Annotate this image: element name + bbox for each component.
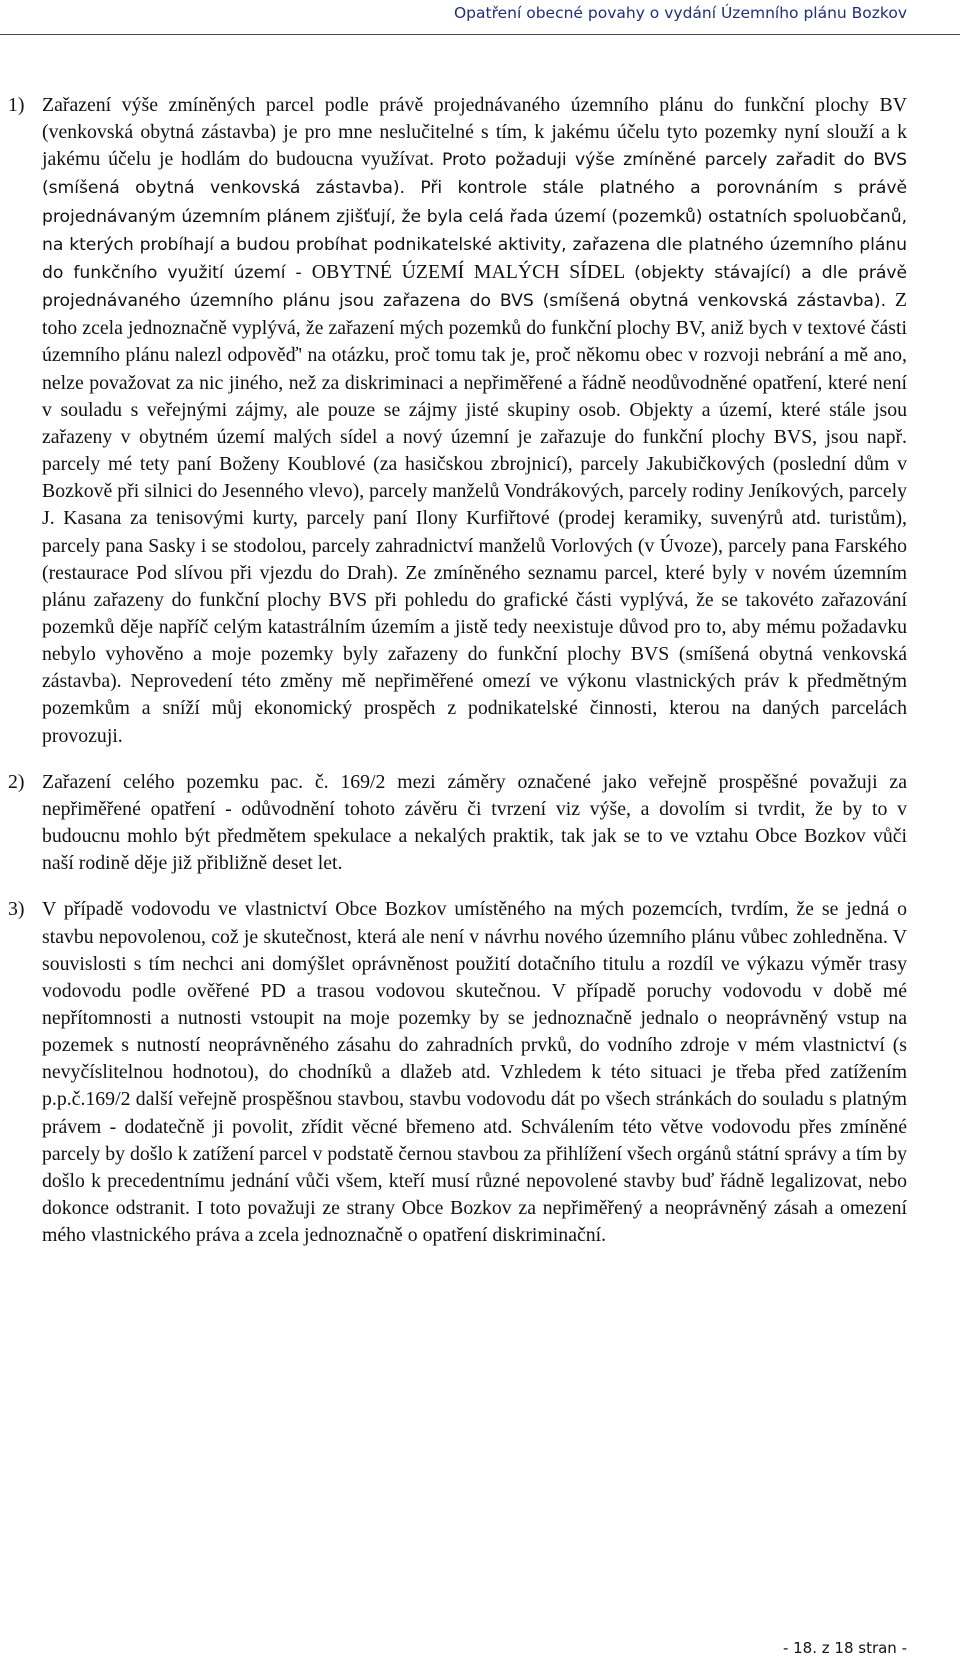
document-body <box>8 92 907 1249</box>
text-segment-sans: (objekty stávající) a dle právě projednávaného územního plánu jsou zařazena do BVS (smíšená obytná venkovská zástavba). <box>42 262 908 312</box>
list-item-text <box>42 92 907 750</box>
list-item-2 <box>8 769 907 878</box>
list-item-1 <box>8 92 907 750</box>
text-segment-sans: Proto požaduji výše zmíněné parcely zařadit do BVS (smíšená obytná venkovská zástavba). Při kontrole stále platného a porovnáním s právě projednávaným územním plánem zjišťují, že byla celá řada území (pozemků) ostatních spoluobčanů, na kterých probíhají a budou probíhat podnikatelské aktivity, zařazena dle platného územního plánu do funkčního využití území - <box>42 150 908 283</box>
text-segment: Z toho zcela jednoznačně vyplývá, že zařazení mých pozemků do funkční plochy BV, aniž bych v textové části územního plánu nalezl odpověď' na otázku, proč tomu tak je, proč někomu obec v rozvoji nebrání a mě ano, nelze považovat za nic jiného, než za diskriminaci a nepřiměřené a řádně neodůvodněné opatření, které není v souladu s veřejnými zájmy, ale pouze se zájmy jisté skupiny osob. Objekty a území, které stále jsou zařazeny v obytném území malých sídel a nový územní je zařazuje do funkční plochy BVS, jsou např. parcely mé tety paní Boženy Koublové (za hasičskou zbrojnicí), parcely Jakubičkových (poslední dům v Bozkově při silnici do Jesenného vlevo), parcely manželů Vondrákových, parcely rodiny Jeníkových, parcely J. Kasana za tenisovými kurty, parcely paní Ilony Kurfiřtové (prodej keramiky, suvenýrů atd. turistům), parcely pana Sasky i se stodolou, parcely zahradnictví manželů Vorlových (v Úvoze), parcely pana Farského (restaurace Pod slívou při vjezdu do Drah). Ze zmíněného seznamu parcel, které byly v novém územním plánu zařazeny do funkční plochy BVS při pohledu do grafické části vyplývá, že se takovéto zařazování pozemků děje napříč celým katastrálním územím a jistě tedy neexistuje důvod pro to, aby mému požadavku nebylo vyhověno a moje pozemky byly zařazeny do funkční plochy BVS (smíšená obytná venkovská zástavba). Neprovedení této změny mě nepřiměřené omezí ve výkonu vlastnických práv k předmětným pozemkům a sníží můj ekonomický prospěch z podnikatelské činnosti, kterou na daných parcelách provozuji. <box>42 289 907 747</box>
page-number: - 18. z 18 stran - <box>782 1639 907 1657</box>
text-segment: OBYTNÉ ÚZEMÍ MALÝCH SÍDEL <box>311 260 635 283</box>
text-segment: Zařazení celého pozemku pac. č. 169/2 mezi záměry označené jako veřejně prospěšné považuji za nepřiměřené opatření - odůvodnění tohoto závěru či tvrzení viz výše, a dovolím si tvrdit, že by to v budoucnu mohlo být předmětem spekulace a nekalých praktik, tak jak se to ve vztahu Obce Bozkov vůči naší rodině děje již přibližně deset let. <box>42 770 907 875</box>
list-item-text <box>42 769 907 878</box>
page-header-title: Opatření obecné povahy o vydání Územního plánu Bozkov <box>453 4 907 22</box>
list-item-number: 3) <box>8 898 25 921</box>
list-item-number: 1) <box>8 94 25 116</box>
text-segment: Zařazení výše zmíněných parcel podle právě projednávaného územního plánu do funkční plochy BV (venkovská obytná zástavba) je pro mne neslučitelné s tím, k jakému účelu tyto pozemky nyní slouží a k jakému účelu je hodlám do budoucna využívat. <box>42 94 907 171</box>
text-segment: V případě vodovodu ve vlastnictví Obce Bozkov umístěného na mých pozemcích, tvrdím, že se jedná o stavbu nepovolenou, což je skutečnost, která ale není v návrhu nového územního plánu vůbec zohledněna. V souvislosti s tím nechci ani domýšlet oprávněnost použití dotačního titulu a rozdíl ve výkazu výměr trasy vodovodu podle ověřené PD a trasou vodovou skutečnou. V případě poruchy vodovodu v době mé nepřítomnosti a nutnosti vstoupit na moje pozemky by se jednoznačně jednalo o neoprávněný vstup na pozemek s nutností neoprávněného zásahu do zahradních prvků, do vodního zdroje v mém vlastnictví (s nevyčíslitelnou hodnotou), do chodníků a dlažeb atd. Vzhledem k této situaci je třeba před zatížením p.p.č.169/2 další veřejně prospěšnou stavbou, stavbu vodovodu dát po všech stránkách do souladu s platným právem - dodatečně ji povolit, zřídit věcné břemeno atd. Schválením této větve vodovodu přes zmíněné parcely by došlo k zatížení parcel v podstatě černou stavbou za přihlížení všech orgánů státní správy a tím by došlo k precedentnímu jednání vůči všem, kteří musí různé nepovolené stavby buď řádně legalizovat, nebo dokonce odstranit. I toto považuji ze strany Obce Bozkov za nepřiměřený a neoprávněný zásah a omezení mého vlastnického práva a zcela jednoznačně o opatření diskriminační. <box>42 898 907 1247</box>
list-item-3 <box>8 896 907 1249</box>
list-item-text <box>42 896 907 1249</box>
list-item-number: 2) <box>8 770 25 793</box>
header-divider <box>0 34 960 35</box>
